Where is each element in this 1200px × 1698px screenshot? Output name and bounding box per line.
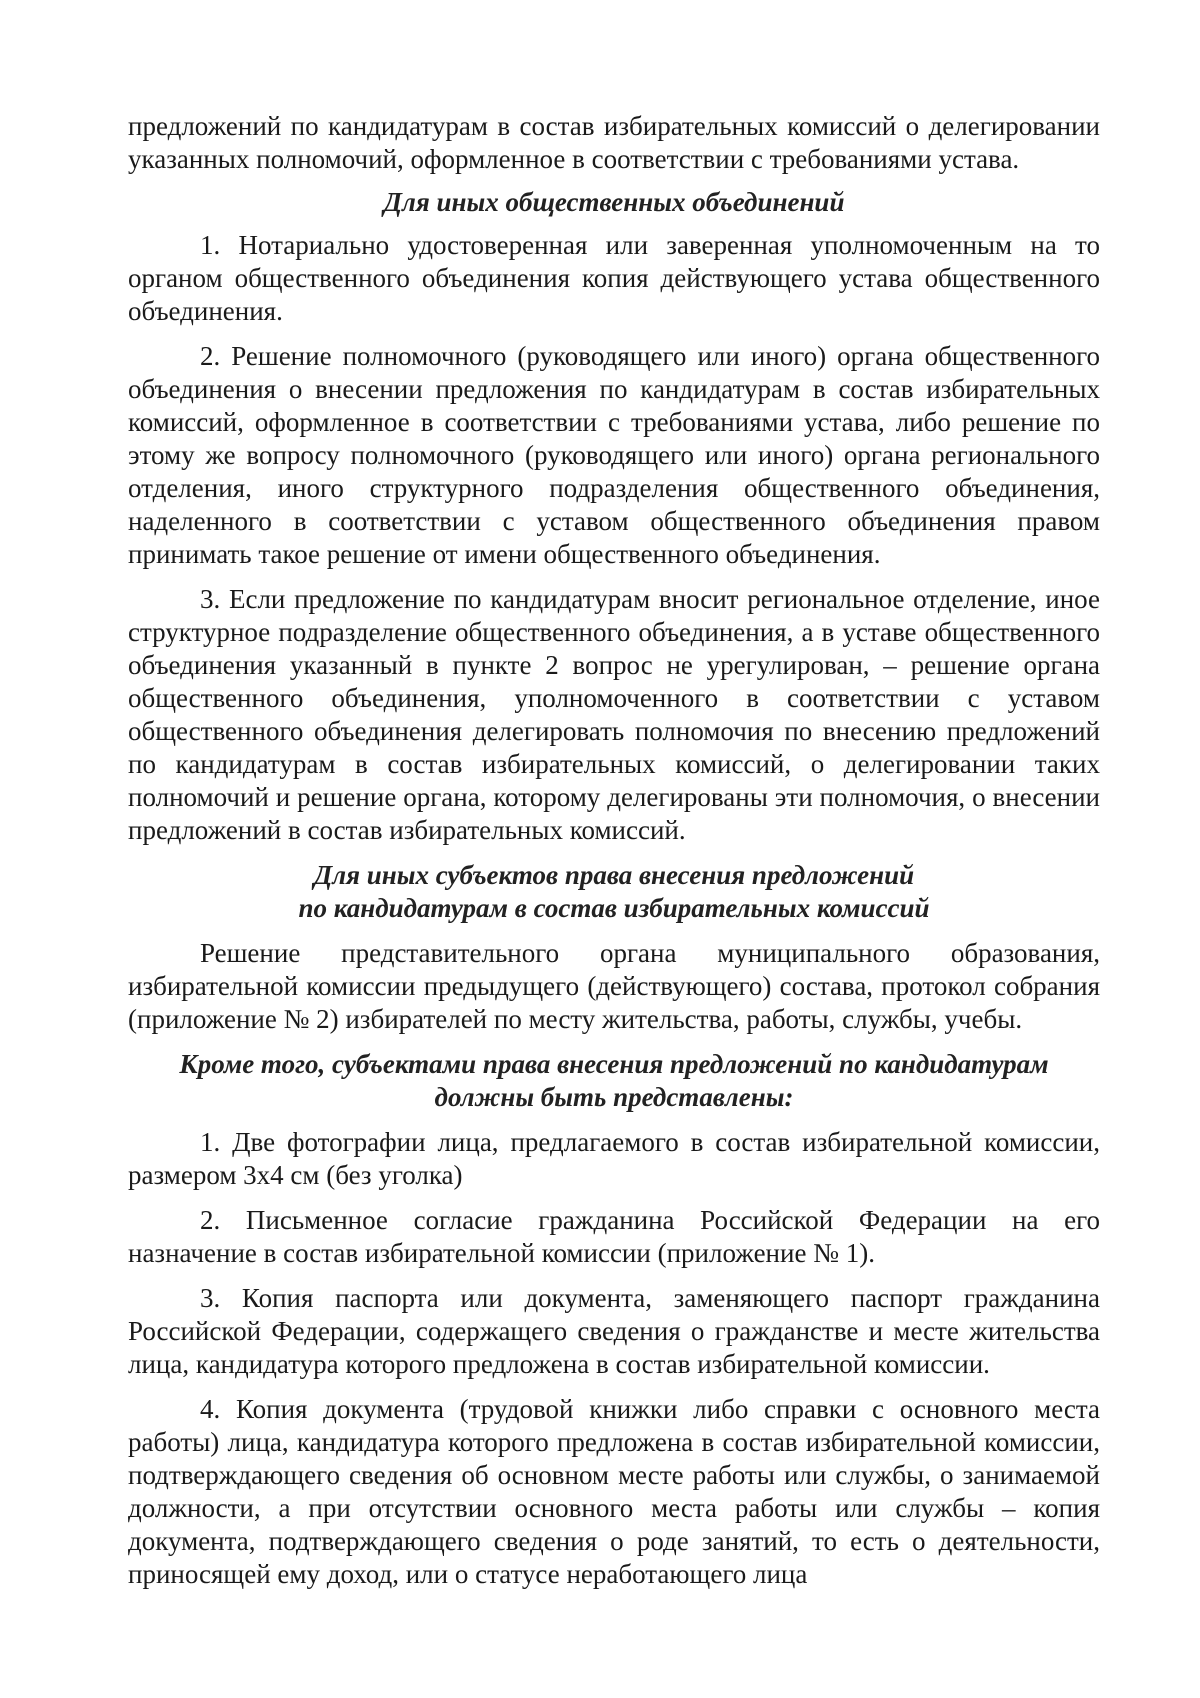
heading-other-public-associations: Для иных общественных объединений: [383, 187, 845, 217]
paragraph-photos: 1. Две фотографии лица, предлагаемого в состав избирательной комиссии, размером 3х4 см (без уголка): [128, 1127, 1100, 1190]
paragraph-passport: 3. Копия паспорта или документа, заменяющего паспорт гражданина Российской Федерации, содержащего сведения о гражданстве и месте жительства лица, кандидатура которого предложена в состав избирательной комиссии.: [128, 1283, 1100, 1379]
paragraph-item-3: 3. Если предложение по кандидатурам вносит региональное отделение, иное структурное подразделение общественного объединения, а в уставе общественного объединения указанный в пункте 2 вопрос не урегулирован, – решение органа общественного объединения, уполномоченного в соответствии с уставом общественного объединения делегировать полномочия по внесению предложений по кандидатурам в состав избирательных комиссий, о делегировании таких полномочий и решение органа, которому делегированы эти полномочия, о внесении предложений в состав избирательных комиссий.: [128, 584, 1100, 845]
paragraph-work-document: 4. Копия документа (трудовой книжки либо справки с основного места работы) лица, кандидатура которого предложена в состав избирательной комиссии, подтверждающего сведения об основном месте работы или службы, о занимаемой должности, а при отсутствии основного места работы или службы – копия документа, подтверждающего сведения о роде занятий, то есть о деятельности, приносящей ему доход, или о статусе неработающего лица: [128, 1394, 1100, 1589]
heading-additionally-line-2: должны быть представлены:: [434, 1082, 794, 1112]
heading-additionally-line-1: Кроме того, субъектами права внесения предложений по кандидатурам: [179, 1049, 1049, 1079]
paragraph-continued: предложений по кандидатурам в состав избирательных комиссий о делегировании указанных полномочий, оформленное в соответствии с требованиями устава.: [128, 111, 1100, 174]
paragraph-decision: Решение представительного органа муниципального образования, избирательной комиссии предыдущего (действующего) состава, протокол собрания (приложение № 2) избирателей по месту жительства, работы, службы, учебы.: [128, 938, 1100, 1034]
paragraph-item-2: 2. Решение полномочного (руководящего или иного) органа общественного объединения о внесении предложения по кандидатурам в состав избирательных комиссий, оформленное в соответствии с требованиями устава, либо решение по этому же вопросу полномочного (руководящего или иного) органа регионального отделения, иного структурного подразделения общественного объединения, наделенного в соответствии с уставом общественного объединения правом принимать такое решение от имени общественного объединения.: [128, 341, 1100, 569]
paragraph-item-1: 1. Нотариально удостоверенная или заверенная уполномоченным на то органом общественного объединения копия действующего устава общественного объединения.: [128, 230, 1100, 326]
heading-other-subjects-line-2: по кандидатурам в состав избирательных комиссий: [298, 893, 930, 923]
heading-other-subjects-line-1: Для иных субъектов права внесения предложений: [313, 860, 915, 890]
heading-other-subjects: [128, 859, 1100, 925]
heading-additionally: [128, 1048, 1100, 1114]
paragraph-consent: 2. Письменное согласие гражданина Российской Федерации на его назначение в состав избирательной комиссии (приложение № 1).: [128, 1205, 1100, 1268]
